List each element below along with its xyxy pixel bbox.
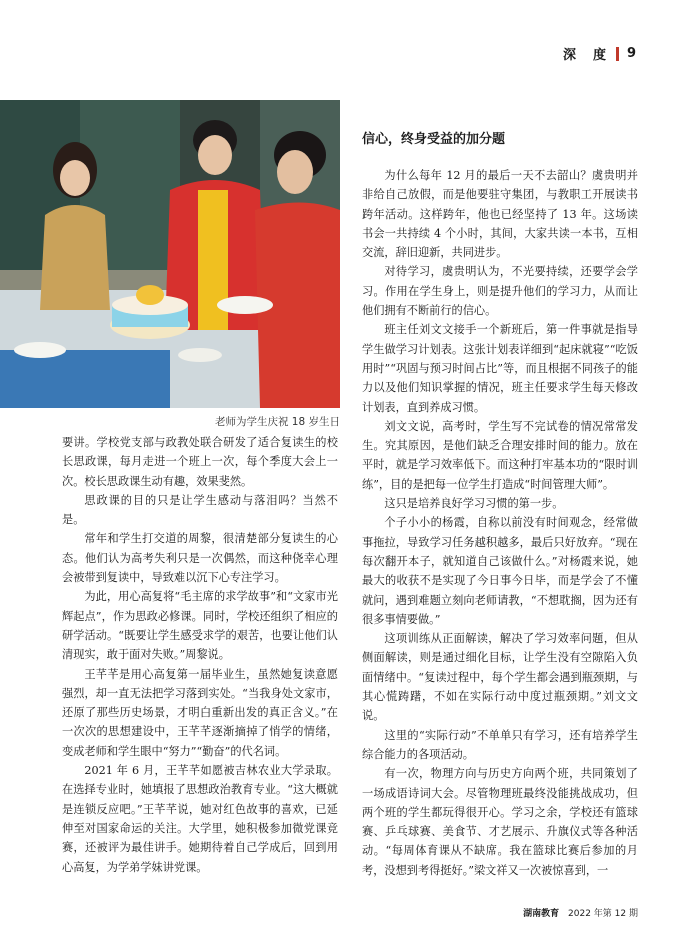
paragraph: 这里的“实际行动”不单单只有学习，还有培养学生综合能力的各项活动。 [362,728,638,761]
paragraph: 有一次，物理方向与历史方向两个班，共同策划了一场成语诗词大会。尽管物理班最终没能挑战成功，但两个班的学生都玩得很开心。学习之余，学校还有篮球赛、乒乓球赛、美食节、才艺展示、升旗仪式等各种活动。“每周体育课从不缺席。我在篮球比赛后参加的月考，没想到考得挺好。”梁文祥又一次被惊喜到，一 [362,767,638,877]
paragraph: 为此，用心高复将“毛主席的求学故事”和“文家市光辉起点”，作为思政必修课。同时，学校还组织了相应的研学活动。“既要让学生感受求学的艰苦，也要让他们认清现实，敢于面对失败。”周黎说。 [62,590,338,662]
paragraph: 对待学习，虞贵明认为，不光要持续，还要学会学习。作用在学生身上，则是提升他们的学习力，从而让他们拥有不断前行的信心。 [362,265,638,318]
photo-caption: 老师为学生庆祝 18 岁生日 [214,416,340,428]
paragraph: 这只是培养良好学习习惯的第一步。 [384,497,564,511]
paragraph: 王芊芊是用心高复第一届毕业生，虽然她复读意愿强烈，却一直无法把学习落到实处。“当我身处文家市，还原了那些历史场景，才明白重新出发的真正含义。”在一次次的思想建设中，王芊芊逐渐摘掉了悄学的情绪，变成老师和学生眼中“努力”“勤奋”的代名词。 [62,667,338,758]
header-divider [616,47,619,61]
page-footer [523,906,638,919]
magazine-name: 湖南教育 [523,909,560,919]
paragraph: 常年和学生打交道的周黎，很清楚部分复读生的心态。他们认为高考失利只是一次偶然，而这种侥幸心理会被带到复读中，导致难以沉下心专注学习。 [62,532,338,585]
section-title: 信心，终身受益的加分题 [362,132,506,147]
issue-label: 2022 年第 12 期 [568,909,638,919]
photo-illustration [0,100,340,408]
left-column [62,433,338,877]
article-photo [0,100,340,408]
section-label: 深 度 [562,48,608,63]
paragraph: 思政课的目的只是让学生感动与落泪吗？当然不是。 [62,493,338,527]
paragraph: 2021 年 6 月，王芊芊如愿被吉林农业大学录取。在选择专业时，她填报了思想政治教育专业。“这大概就是连锁反应吧。”王芊芊说，她对红色故事的喜欢，已延伸至对国家命运的关注。大学里，她积极参加微党课竞赛，还被评为最佳讲手。她期待着自己学成后，回到用心高复，为学弟学妹讲党课。 [62,764,338,874]
paragraph: 刘文文说，高考时，学生写不完试卷的情况常常发生。究其原因，是他们缺乏合理安排时间的能力。放在平时，就是学习效率低下。而这种打牢基本功的“限时训练”，目的是把每一位学生打造成“时间管理大师”。 [362,419,638,491]
right-column [362,166,638,880]
page-header [563,44,638,63]
paragraph: 个子小小的杨霞，自称以前没有时间观念，经常做事拖拉，导致学习任务越积越多，最后只好放弃。“现在每次翻开本子，就知道自己该做什么。”对杨霞来说，她最大的收获不是实现了今日事今日毕，而是学会了不懂就问，遇到难题立刻向老师请教，“不想耽搁，因为还有很多事情要做。” [362,516,638,626]
page-number: 9 [626,46,638,61]
paragraph: 要讲。学校党支部与政教处联合研发了适合复读生的校长思政课，每月走进一个班上一次，每个季度大会上一次。校长思政课生动有趣，效果斐然。 [62,436,338,488]
paragraph: 这项训练从正面解读，解决了学习效率问题，但从侧面解读，则是通过细化目标，让学生没有空隙陷入负面情绪中。“复读过程中，每个学生都会遇到瓶颈期，与其心慌踌躇，不如在实际行动中度过瓶颈期。”刘文文说。 [362,632,638,723]
paragraph: 班主任刘文文接手一个新班后，第一件事就是指导学生做学习计划表。这张计划表详细到“起床就寝”“吃饭用时”“巩固与预习时间占比”等，而且根据不同孩子的能力以及他们知识掌握的情况，班主任要求学生每天修改计划表，直到养成习惯。 [362,323,638,414]
paragraph: 为什么每年 12 月的最后一天不去韶山？虞贵明并非给自己放假，而是他要驻守集团，与教职工开展读书跨年活动。这样跨年，他也已经坚持了 13 年。这场读书会一共持续 4 个小时，其间，大家共读一本书，互相交流，辞旧迎新，共同进步。 [362,169,638,260]
